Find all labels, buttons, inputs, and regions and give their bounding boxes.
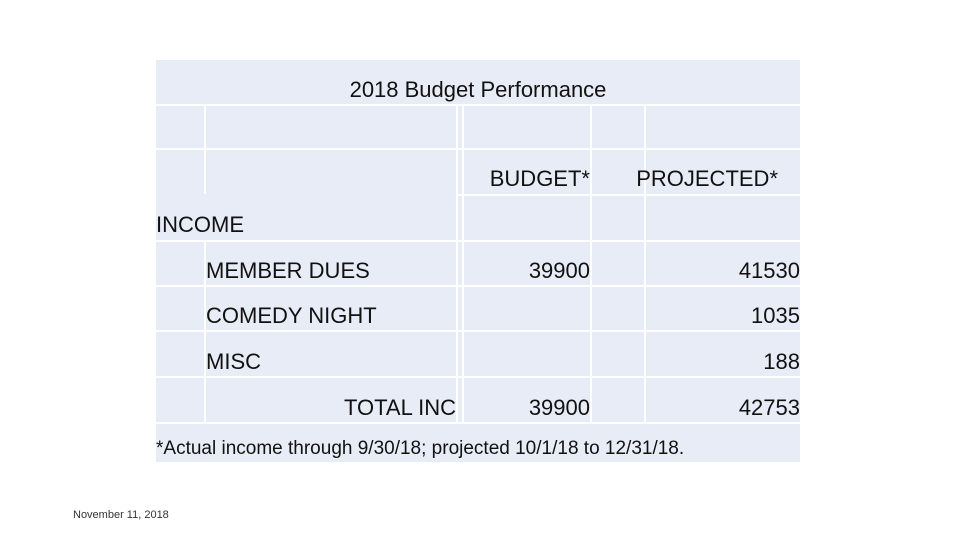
table-title: 2018 Budget Performance: [349, 77, 607, 102]
section-label-income: INCOME: [156, 212, 244, 237]
grid-line: [156, 330, 800, 332]
budget-value: 39900: [528, 258, 590, 283]
grid-line: [156, 240, 800, 242]
column-header-budget: BUDGET*: [489, 166, 590, 191]
grid-line: [590, 104, 592, 422]
row-label: COMEDY NIGHT: [206, 303, 377, 328]
grid-line: [156, 104, 800, 106]
projected-value: 188: [763, 349, 800, 374]
projected-total: 42753: [738, 395, 800, 420]
projected-value: 1035: [751, 303, 800, 328]
total-row-label: TOTAL INC: [343, 395, 456, 420]
grid-line: [456, 194, 800, 196]
column-header-projected: PROJECTED*: [636, 166, 778, 191]
grid-line: [156, 422, 800, 424]
footnote: *Actual income through 9/30/18; projected 10/1/18 to 12/31/18.: [156, 438, 685, 459]
budget-table: [156, 60, 800, 462]
projected-value: 41530: [738, 258, 800, 283]
row-label: MISC: [206, 349, 261, 374]
grid-line: [156, 148, 800, 150]
grid-line: [156, 376, 800, 378]
slide-date: November 11, 2018: [73, 509, 169, 521]
row-label: MEMBER DUES: [206, 258, 370, 283]
grid-line: [204, 104, 206, 194]
grid-line: [156, 285, 800, 287]
budget-total: 39900: [528, 395, 590, 420]
